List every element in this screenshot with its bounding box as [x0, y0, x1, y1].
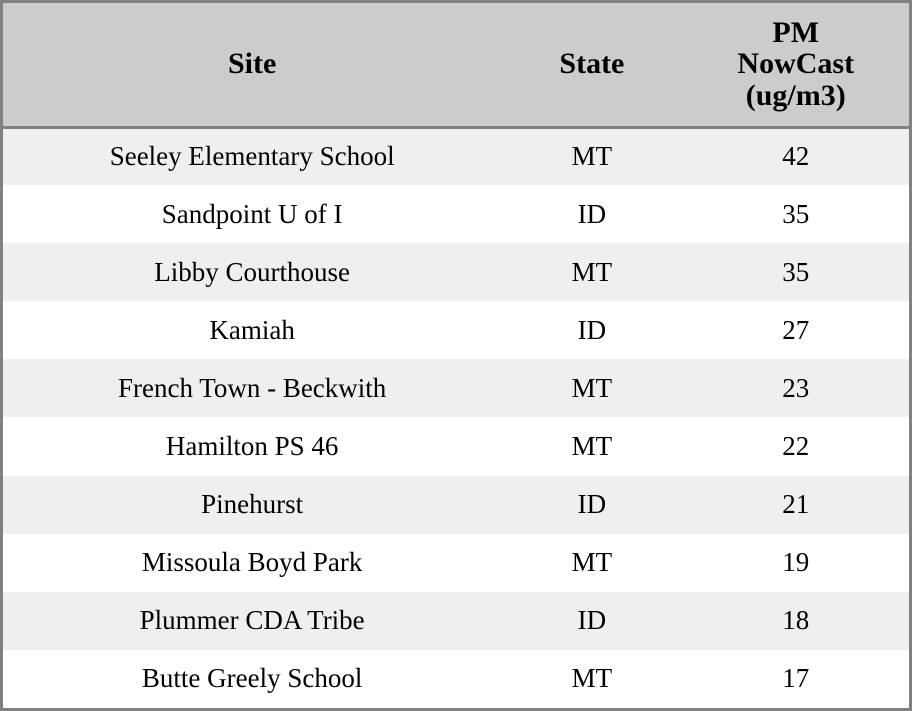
column-header-pm-line-3: (ug/m3)	[745, 79, 846, 113]
cell-pm: 18	[682, 592, 909, 650]
table-row	[3, 127, 909, 185]
cell-site: Missoula Boyd Park	[3, 534, 501, 592]
cell-state: MT	[501, 650, 682, 708]
cell-state: ID	[501, 185, 682, 243]
cell-site: French Town - Beckwith	[3, 359, 501, 417]
cell-site: Pinehurst	[3, 476, 501, 534]
cell-pm: 17	[682, 650, 909, 708]
column-header-site: Site	[3, 3, 501, 127]
table-row	[3, 359, 909, 417]
cell-site: Hamilton PS 46	[3, 417, 501, 475]
cell-pm: 27	[682, 301, 909, 359]
column-header-state: State	[501, 3, 682, 127]
table-row	[3, 301, 909, 359]
table-row	[3, 417, 909, 475]
cell-state: MT	[501, 359, 682, 417]
table-row	[3, 534, 909, 592]
cell-state: MT	[501, 417, 682, 475]
cell-site: Plummer CDA Tribe	[3, 592, 501, 650]
column-header-pm-nowcast	[682, 3, 909, 127]
table-row	[3, 243, 909, 301]
cell-site: Sandpoint U of I	[3, 185, 501, 243]
column-header-pm-line-1: PM	[772, 15, 820, 49]
cell-pm: 42	[682, 127, 909, 185]
cell-state: MT	[501, 243, 682, 301]
table-body	[3, 127, 909, 708]
cell-state: MT	[501, 127, 682, 185]
cell-site: Seeley Elementary School	[3, 127, 501, 185]
cell-pm: 19	[682, 534, 909, 592]
cell-site: Kamiah	[3, 301, 501, 359]
cell-pm: 23	[682, 359, 909, 417]
pm-nowcast-table	[3, 3, 909, 708]
cell-pm: 35	[682, 185, 909, 243]
table-row	[3, 185, 909, 243]
cell-site: Libby Courthouse	[3, 243, 501, 301]
table-row	[3, 650, 909, 708]
cell-state: ID	[501, 592, 682, 650]
cell-state: ID	[501, 476, 682, 534]
table-row	[3, 592, 909, 650]
cell-pm: 21	[682, 476, 909, 534]
cell-pm: 35	[682, 243, 909, 301]
table-header-row	[3, 3, 909, 127]
table-header	[3, 3, 909, 127]
cell-state: ID	[501, 301, 682, 359]
table-row	[3, 476, 909, 534]
column-header-pm-line-2: NowCast	[737, 47, 855, 81]
cell-state: MT	[501, 534, 682, 592]
cell-site: Butte Greely School	[3, 650, 501, 708]
cell-pm: 22	[682, 417, 909, 475]
